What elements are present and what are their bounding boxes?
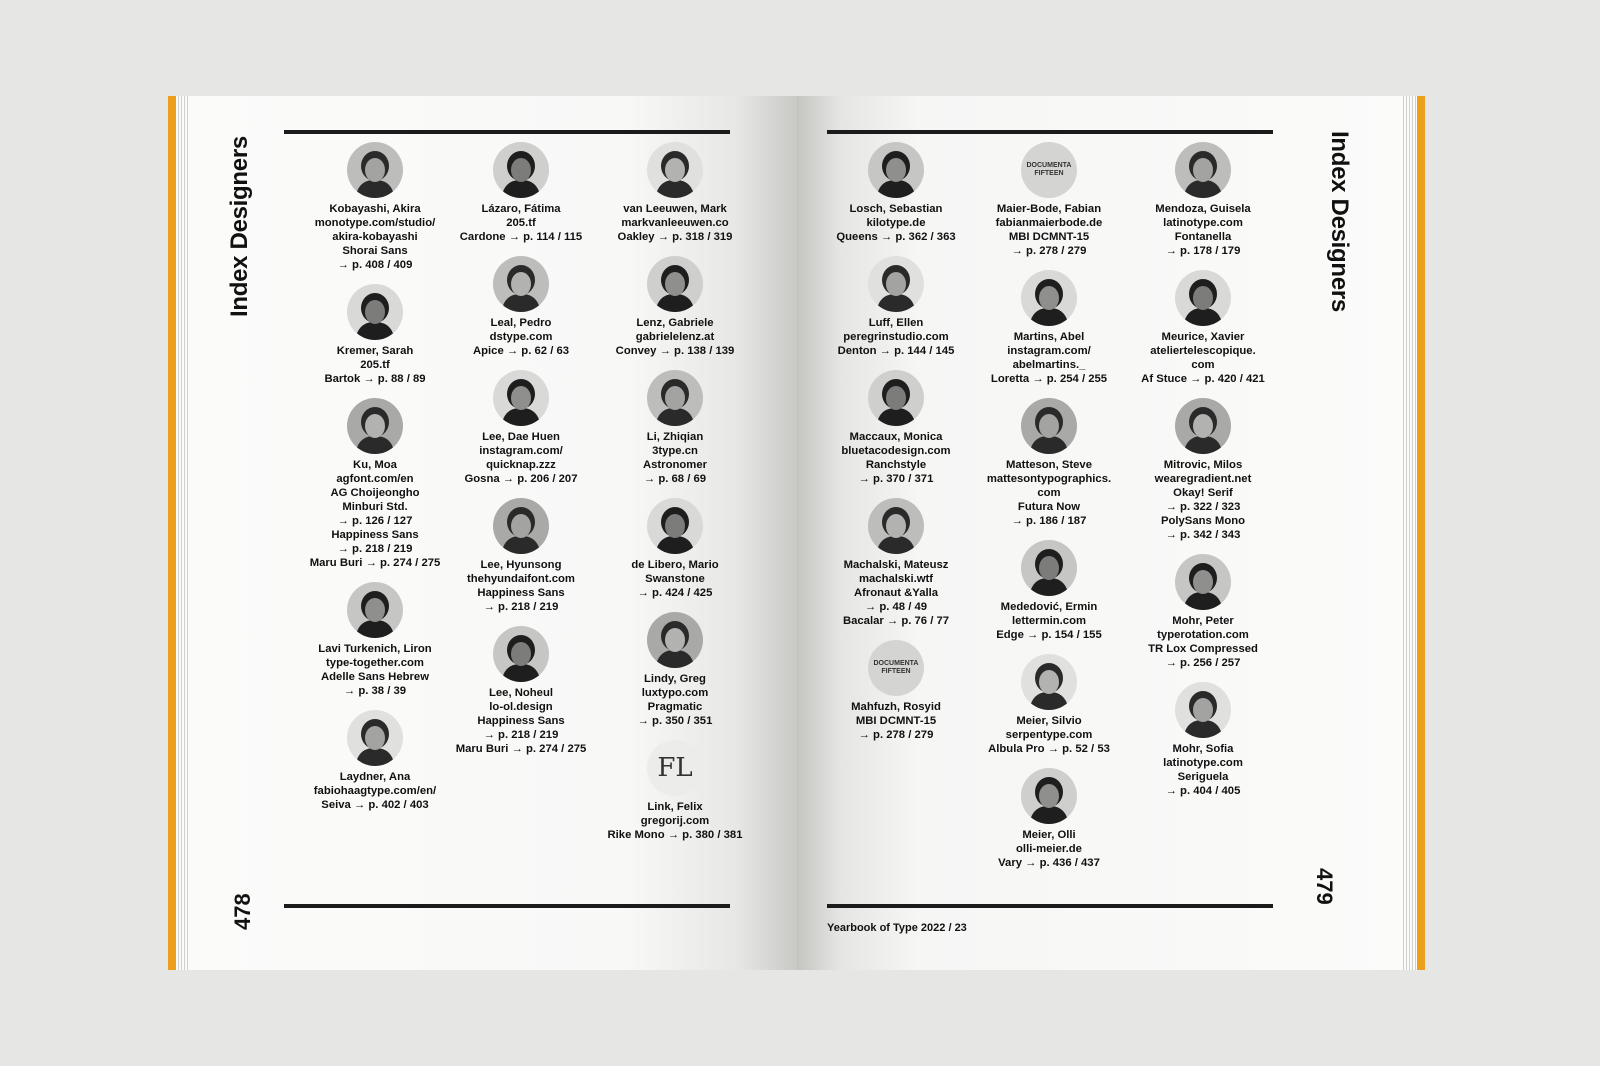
- designer-detail: Af Stuce → p. 420 / 421: [1141, 373, 1265, 385]
- designer-detail: luxtypo.com: [641, 687, 709, 699]
- open-book: [168, 96, 1425, 970]
- designer-detail: 205.tf: [360, 359, 390, 371]
- designer-detail: → p. 218 / 219: [483, 729, 559, 741]
- designer-info: [600, 800, 750, 842]
- designer-column-5: [974, 142, 1124, 882]
- designer-name: Martins, Abel: [1013, 331, 1085, 343]
- designer-info: [300, 770, 450, 812]
- designer-detail: → p. 178 / 179: [1165, 245, 1241, 257]
- designer-detail: Fontanella: [1174, 231, 1232, 243]
- designer-entry: [300, 284, 450, 386]
- designer-column-3: [600, 142, 750, 854]
- designer-detail: → p. 218 / 219: [337, 543, 413, 555]
- designer-detail: markvanleeuwen.co: [621, 217, 729, 229]
- designer-portrait: [1021, 654, 1077, 710]
- bottom-rule-left: [284, 904, 730, 908]
- book-edge-left: [168, 96, 176, 970]
- designer-name: de Libero, Mario: [631, 559, 719, 571]
- designer-detail: Gosna → p. 206 / 207: [464, 473, 578, 485]
- designer-name: Mohr, Peter: [1172, 615, 1234, 627]
- designer-detail: → p. 278 / 279: [858, 729, 934, 741]
- section-title-right: Index Designers: [1326, 131, 1353, 312]
- designer-name: Mendoza, Guisela: [1155, 203, 1251, 215]
- designer-info: [300, 642, 450, 698]
- designer-detail: Vary → p. 436 / 437: [998, 857, 1100, 869]
- designer-detail: → p. 370 / 371: [858, 473, 934, 485]
- designer-info: [446, 316, 596, 358]
- designer-detail: → p. 256 / 257: [1165, 657, 1241, 669]
- designer-detail: Shorai Sans: [342, 245, 408, 257]
- designer-portrait: [347, 284, 403, 340]
- designer-detail: wearegradient.net: [1154, 473, 1252, 485]
- designer-detail: Happiness Sans: [477, 587, 565, 599]
- designer-entry: [974, 270, 1124, 386]
- designer-detail: fabiohaagtype.com/en/: [313, 785, 437, 797]
- designer-detail: Bacalar → p. 76 / 77: [842, 615, 950, 627]
- designer-entry: [821, 498, 971, 628]
- designer-entry: [974, 540, 1124, 642]
- designer-portrait: [647, 370, 703, 426]
- designer-name: Kremer, Sarah: [336, 345, 414, 357]
- top-rule-left: [284, 130, 730, 134]
- logo-text: DOCUMENTA FIFTEEN: [873, 660, 919, 675]
- designer-portrait: [347, 398, 403, 454]
- designer-info: [446, 202, 596, 244]
- designer-name: Kobayashi, Akira: [329, 203, 421, 215]
- designer-entry: [821, 142, 971, 244]
- designer-detail: agfont.com/en: [336, 473, 414, 485]
- designer-entry: [821, 640, 971, 742]
- designer-info: [446, 430, 596, 486]
- designer-portrait: [1175, 682, 1231, 738]
- designer-portrait: [1021, 270, 1077, 326]
- designer-info: [821, 430, 971, 486]
- designer-info: [446, 558, 596, 614]
- designer-name: Mitrovic, Milos: [1163, 459, 1243, 471]
- designer-detail: mattesontypographics.: [986, 473, 1112, 485]
- designer-detail: Afronaut &Yalla: [853, 587, 939, 599]
- designer-info: [300, 344, 450, 386]
- designer-info: [1128, 202, 1278, 258]
- designer-detail: lo-ol.design: [489, 701, 553, 713]
- designer-portrait: [1021, 398, 1077, 454]
- designer-detail: com: [1191, 359, 1215, 371]
- designer-entry: [974, 398, 1124, 528]
- bottom-rule-right: [827, 904, 1273, 908]
- designer-portrait: [647, 498, 703, 554]
- designer-detail: kilotype.de: [866, 217, 926, 229]
- designer-portrait: [347, 582, 403, 638]
- designer-detail: gregorij.com: [640, 815, 710, 827]
- designer-detail: Maru Buri → p. 274 / 275: [309, 557, 441, 569]
- designer-info: [600, 202, 750, 244]
- designer-entry: [600, 142, 750, 244]
- designer-detail: typerotation.com: [1157, 629, 1249, 641]
- designer-detail: 205.tf: [506, 217, 536, 229]
- designer-entry: [300, 398, 450, 570]
- designer-detail: Bartok → p. 88 / 89: [324, 373, 426, 385]
- designer-info: [974, 202, 1124, 258]
- designer-name: Luff, Ellen: [868, 317, 924, 329]
- designer-detail: MBI DCMNT-15: [855, 715, 937, 727]
- page-stack-right: [1403, 96, 1417, 970]
- designer-portrait: [868, 142, 924, 198]
- designer-name: Mededović, Ermin: [1000, 601, 1098, 613]
- designer-info: [1128, 330, 1278, 386]
- designer-name: Li, Zhiqian: [646, 431, 704, 443]
- designer-entry: [600, 256, 750, 358]
- designer-detail: Albula Pro → p. 52 / 53: [988, 743, 1110, 755]
- designer-detail: Happiness Sans: [331, 529, 419, 541]
- designer-name: Matteson, Steve: [1005, 459, 1092, 471]
- designer-detail: → p. 278 / 279: [1011, 245, 1087, 257]
- designer-portrait: [493, 626, 549, 682]
- top-rule-right: [827, 130, 1273, 134]
- designer-detail: 3type.cn: [652, 445, 698, 457]
- designer-detail: serpentype.com: [1005, 729, 1093, 741]
- designer-detail: TR Lox Compressed: [1148, 643, 1258, 655]
- designer-detail: com: [1037, 487, 1061, 499]
- designer-detail: Astronomer: [642, 459, 708, 471]
- designer-detail: PolySans Mono: [1160, 515, 1246, 527]
- designer-entry: [974, 768, 1124, 870]
- designer-portrait: [1175, 554, 1231, 610]
- monogram-avatar: [647, 740, 703, 796]
- designer-detail: Apice → p. 62 / 63: [472, 345, 570, 357]
- designer-detail: instagram.com/: [479, 445, 563, 457]
- designer-name: Maier-Bode, Fabian: [996, 203, 1102, 215]
- designer-name: Mahfuzh, Rosyid: [851, 701, 941, 713]
- designer-info: [1128, 614, 1278, 670]
- page-number-left: 478: [230, 893, 255, 930]
- designer-info: [600, 672, 750, 728]
- designer-portrait: [1021, 540, 1077, 596]
- designer-info: [974, 600, 1124, 642]
- designer-name: Meier, Olli: [1022, 829, 1076, 841]
- designer-name: Lee, Noheul: [488, 687, 554, 699]
- designer-name: Lázaro, Fátima: [481, 203, 561, 215]
- designer-entry: [1128, 142, 1278, 258]
- designer-detail: monotype.com/studio/: [314, 217, 436, 229]
- designer-detail: gabrielelenz.at: [635, 331, 715, 343]
- designer-portrait: [647, 256, 703, 312]
- designer-info: [821, 700, 971, 742]
- designer-portrait: [493, 142, 549, 198]
- designer-info: [1128, 458, 1278, 542]
- designer-detail: Cardone → p. 114 / 115: [459, 231, 583, 243]
- documenta-logo: [868, 640, 924, 696]
- designer-entry: [446, 256, 596, 358]
- designer-info: [821, 202, 971, 244]
- designer-detail: bluetacodesign.com: [841, 445, 951, 457]
- designer-name: Machalski, Mateusz: [843, 559, 949, 571]
- designer-info: [600, 316, 750, 358]
- designer-detail: akira-kobayashi: [332, 231, 418, 243]
- designer-name: Lee, Dae Huen: [482, 431, 560, 443]
- designer-name: Ku, Moa: [353, 459, 397, 471]
- designer-portrait: [868, 256, 924, 312]
- designer-detail: Oakley → p. 318 / 319: [617, 231, 733, 243]
- designer-portrait: [493, 498, 549, 554]
- designer-info: [300, 458, 450, 570]
- designer-detail: MBI DCMNT-15: [1008, 231, 1090, 243]
- designer-name: Lavi Turkenich, Liron: [318, 643, 432, 655]
- designer-info: [974, 458, 1124, 528]
- designer-detail: thehyundaifont.com: [467, 573, 575, 585]
- designer-name: Meurice, Xavier: [1161, 331, 1245, 343]
- designer-detail: machalski.wtf: [858, 573, 934, 585]
- designer-entry: [1128, 554, 1278, 670]
- designer-info: [821, 558, 971, 628]
- designer-detail: → p. 186 / 187: [1011, 515, 1087, 527]
- designer-detail: Rike Mono → p. 380 / 381: [607, 829, 743, 841]
- designer-detail: instagram.com/: [1007, 345, 1091, 357]
- designer-portrait: [1175, 270, 1231, 326]
- designer-portrait: [647, 612, 703, 668]
- designer-entry: [1128, 682, 1278, 798]
- page-479: [797, 96, 1403, 970]
- designer-entry: [974, 142, 1124, 258]
- designer-detail: abelmartins._: [1012, 359, 1086, 371]
- designer-info: [821, 316, 971, 358]
- designer-info: [446, 686, 596, 756]
- designer-detail: Denton → p. 144 / 145: [837, 345, 955, 357]
- designer-name: Leal, Pedro: [490, 317, 552, 329]
- designer-detail: lettermin.com: [1011, 615, 1087, 627]
- designer-detail: Adelle Sans Hebrew: [321, 671, 429, 683]
- designer-portrait: [868, 370, 924, 426]
- designer-entry: [300, 142, 450, 272]
- designer-name: Laydner, Ana: [339, 771, 411, 783]
- designer-name: Meier, Silvio: [1016, 715, 1082, 727]
- designer-info: [600, 558, 750, 600]
- designer-detail: peregrinstudio.com: [843, 331, 949, 343]
- designer-entry: [974, 654, 1124, 756]
- designer-entry: [300, 582, 450, 698]
- designer-entry: [600, 498, 750, 600]
- designer-detail: Futura Now: [1017, 501, 1081, 513]
- designer-detail: Ranchstyle: [865, 459, 927, 471]
- designer-detail: AG Choijeongho: [330, 487, 420, 499]
- designer-info: [300, 202, 450, 272]
- designer-detail: → p. 68 / 69: [643, 473, 707, 485]
- designer-detail: → p. 218 / 219: [483, 601, 559, 613]
- designer-detail: → p. 126 / 127: [337, 515, 413, 527]
- designer-detail: fabianmaierbode.de: [995, 217, 1103, 229]
- designer-portrait: [1175, 398, 1231, 454]
- designer-portrait: [647, 142, 703, 198]
- designer-detail: quicknap.zzz: [486, 459, 556, 471]
- monogram-text: FL: [657, 753, 693, 783]
- designer-detail: Pragmatic: [647, 701, 703, 713]
- page-number-right: 479: [1312, 868, 1337, 905]
- designer-portrait: [347, 142, 403, 198]
- designer-entry: [1128, 270, 1278, 386]
- designer-detail: Okay! Serif: [1173, 487, 1233, 499]
- designer-column-4: [821, 142, 971, 754]
- designer-entry: [446, 142, 596, 244]
- designer-detail: Minburi Std.: [342, 501, 408, 513]
- designer-detail: Happiness Sans: [477, 715, 565, 727]
- designer-detail: → p. 424 / 425: [637, 587, 713, 599]
- logo-text: DOCUMENTA FIFTEEN: [1026, 162, 1072, 177]
- designer-column-6: [1128, 142, 1278, 810]
- designer-portrait: [493, 256, 549, 312]
- designer-info: [974, 330, 1124, 386]
- page-478: [190, 96, 797, 970]
- designer-entry: [446, 370, 596, 486]
- designer-entry: [821, 256, 971, 358]
- designer-info: [600, 430, 750, 486]
- designer-detail: latinotype.com: [1163, 757, 1243, 769]
- designer-column-1: [300, 142, 450, 824]
- designer-name: van Leeuwen, Mark: [623, 203, 727, 215]
- designer-detail: → p. 38 / 39: [343, 685, 407, 697]
- designer-info: [1128, 742, 1278, 798]
- designer-name: Maccaux, Monica: [849, 431, 943, 443]
- designer-name: Lee, Hyunsong: [480, 559, 562, 571]
- section-title-left: Index Designers: [226, 136, 253, 317]
- designer-info: [974, 828, 1124, 870]
- designer-detail: → p. 342 / 343: [1165, 529, 1241, 541]
- designer-detail: Loretta → p. 254 / 255: [990, 373, 1108, 385]
- designer-name: Mohr, Sofia: [1172, 743, 1234, 755]
- designer-detail: → p. 48 / 49: [864, 601, 928, 613]
- designer-entry: [600, 740, 750, 842]
- designer-entry: [821, 370, 971, 486]
- designer-detail: dstype.com: [489, 331, 553, 343]
- designer-name: Lindy, Greg: [644, 673, 706, 685]
- designer-detail: type-together.com: [326, 657, 424, 669]
- designer-detail: Convey → p. 138 / 139: [615, 345, 735, 357]
- designer-entry: [1128, 398, 1278, 542]
- designer-detail: Seiva → p. 402 / 403: [321, 799, 429, 811]
- designer-entry: [446, 626, 596, 756]
- designer-detail: Maru Buri → p. 274 / 275: [455, 743, 587, 755]
- designer-name: Lenz, Gabriele: [636, 317, 714, 329]
- designer-entry: [600, 612, 750, 728]
- designer-portrait: [1175, 142, 1231, 198]
- designer-detail: → p. 404 / 405: [1165, 785, 1241, 797]
- documenta-logo: [1021, 142, 1077, 198]
- page-stack-left: [176, 96, 190, 970]
- designer-info: [974, 714, 1124, 756]
- designer-detail: Edge → p. 154 / 155: [996, 629, 1102, 641]
- designer-name: Link, Felix: [647, 801, 703, 813]
- designer-column-2: [446, 142, 596, 768]
- designer-detail: olli-meier.de: [1016, 843, 1082, 855]
- designer-detail: → p. 350 / 351: [637, 715, 713, 727]
- designer-portrait: [1021, 768, 1077, 824]
- designer-detail: → p. 408 / 409: [337, 259, 413, 271]
- designer-detail: Swanstone: [645, 573, 705, 585]
- designer-detail: latinotype.com: [1163, 217, 1243, 229]
- designer-name: Losch, Sebastian: [849, 203, 943, 215]
- designer-detail: Seriguela: [1177, 771, 1229, 783]
- designer-detail: Queens → p. 362 / 363: [836, 231, 956, 243]
- designer-detail: → p. 322 / 323: [1165, 501, 1241, 513]
- designer-portrait: [868, 498, 924, 554]
- designer-entry: [446, 498, 596, 614]
- book-edge-right: [1417, 96, 1425, 970]
- footer-title: Yearbook of Type 2022 / 23: [827, 922, 967, 934]
- designer-entry: [600, 370, 750, 486]
- designer-detail: ateliertelescopique.: [1150, 345, 1256, 357]
- designer-portrait: [493, 370, 549, 426]
- designer-portrait: [347, 710, 403, 766]
- designer-entry: [300, 710, 450, 812]
